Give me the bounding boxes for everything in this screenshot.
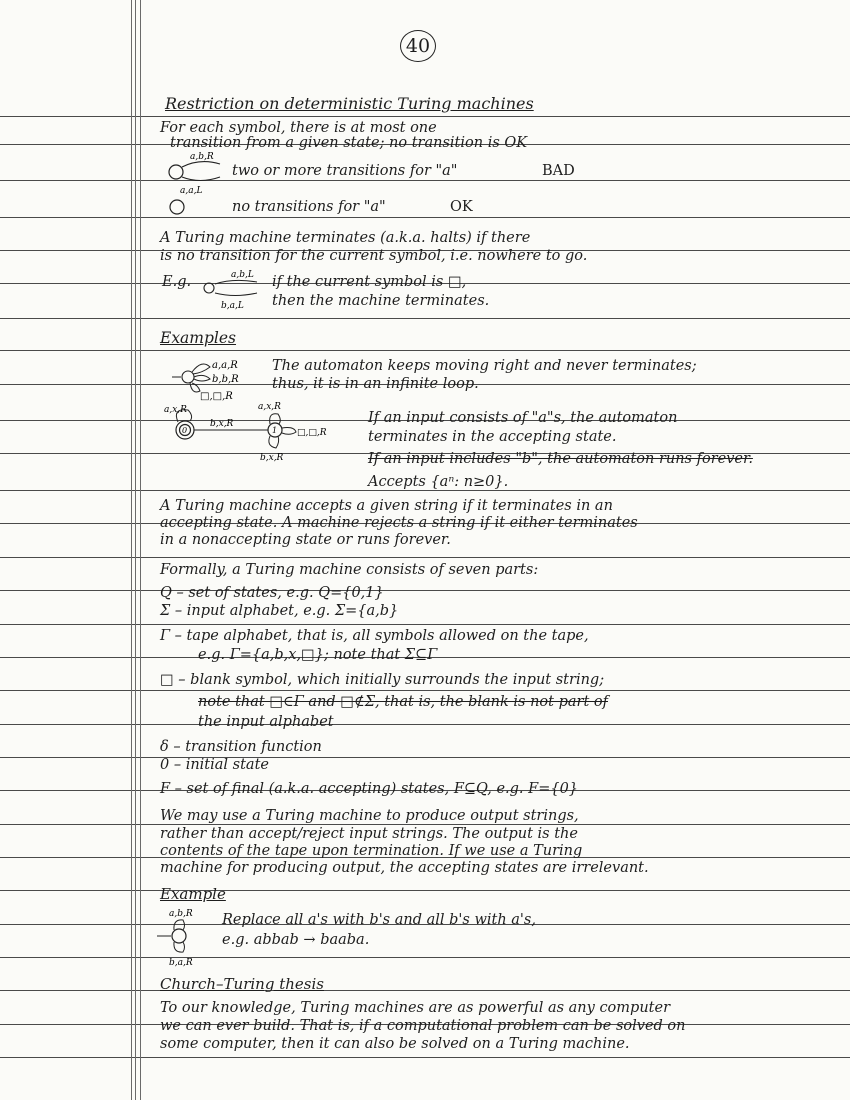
text-line: e.g. abbab → baaba. bbox=[222, 932, 370, 948]
text-line: If an input consists of "a"s, the automaton bbox=[368, 410, 678, 426]
text-line: e.g. Γ={a,b,x,□}; note that Σ⊆Γ bbox=[198, 647, 438, 663]
section-heading-example: Example bbox=[160, 885, 226, 903]
ruled-line bbox=[0, 557, 850, 558]
transition-label: a,x,R bbox=[258, 402, 281, 412]
text-line: accepting state. A machine rejects a string if it either terminates bbox=[160, 515, 638, 531]
transition-label: a,b,L bbox=[231, 270, 254, 280]
ruled-line bbox=[0, 318, 850, 319]
transition-label: a,a,L bbox=[180, 186, 203, 195]
ruled-line bbox=[0, 490, 850, 491]
text-line: machine for producing output, the accepting states are irrelevant. bbox=[160, 860, 649, 876]
text-line: □ – blank symbol, which initially surrounds the input string; bbox=[160, 672, 605, 688]
text-line: rather than accept/reject input strings. The output is the bbox=[160, 826, 578, 842]
transition-label: a,b,R bbox=[169, 909, 193, 919]
ruled-line bbox=[0, 990, 850, 991]
margin-line bbox=[140, 0, 141, 1100]
section-heading-church-turing: Church–Turing thesis bbox=[160, 975, 324, 993]
state-label: 1 bbox=[272, 426, 278, 435]
transition-label: b,x,R bbox=[260, 453, 284, 463]
ruled-line bbox=[0, 180, 850, 181]
text-line: If an input includes "b", the automaton runs forever. bbox=[368, 451, 753, 467]
text-line: the input alphabet bbox=[198, 714, 334, 730]
text-line: in a nonaccepting state or runs forever. bbox=[160, 532, 451, 548]
state-circle bbox=[170, 200, 184, 214]
text-line: two or more transitions for "a" bbox=[232, 163, 458, 179]
transition-label: □,□,R bbox=[200, 391, 233, 402]
transition-label: a,a,R bbox=[212, 360, 238, 371]
text-line: To our knowledge, Turing machines are as powerful as any computer bbox=[160, 1000, 670, 1016]
text-line: terminates in the accepting state. bbox=[368, 429, 617, 445]
ruled-line bbox=[0, 116, 850, 117]
text-line: contents of the tape upon termination. If we use a Turing bbox=[160, 843, 583, 859]
transition-label: b,a,L bbox=[221, 301, 244, 310]
state-circle bbox=[204, 283, 214, 293]
text-line: no transitions for "a" bbox=[232, 199, 386, 215]
text-line: Replace all a's with b's and all b's with a's, bbox=[222, 912, 536, 928]
self-loop bbox=[192, 364, 210, 374]
transition-arrow bbox=[215, 280, 257, 284]
text-line: Q – set of states, e.g. Q={0,1} bbox=[160, 585, 384, 601]
diagram-accept-a-strings bbox=[160, 398, 350, 466]
text-line: Formally, a Turing machine consists of seven parts: bbox=[160, 562, 539, 578]
self-loop bbox=[282, 428, 296, 435]
self-loop bbox=[269, 436, 279, 448]
section-heading-restriction: Restriction on deterministic Turing machines bbox=[165, 94, 534, 113]
ruled-line bbox=[0, 957, 850, 958]
diagram-swap-machine bbox=[155, 905, 215, 967]
transition-arrow bbox=[182, 177, 220, 181]
transition-label: a,b,R bbox=[190, 152, 214, 162]
section-heading-examples: Examples bbox=[160, 329, 237, 347]
text-line: Γ – tape alphabet, that is, all symbols allowed on the tape, bbox=[160, 628, 589, 644]
text-line: if the current symbol is □, bbox=[272, 274, 467, 290]
ruled-line bbox=[0, 724, 850, 725]
text-line: Σ – input alphabet, e.g. Σ={a,b} bbox=[160, 603, 399, 619]
self-loop bbox=[190, 383, 200, 392]
text-line: thus, it is in an infinite loop. bbox=[272, 376, 479, 392]
ruled-line bbox=[0, 217, 850, 218]
ruled-line bbox=[0, 1057, 850, 1058]
diagram-halt-example bbox=[195, 266, 265, 310]
state-circle bbox=[182, 371, 194, 383]
transition-label: □,□,R bbox=[297, 428, 327, 438]
text-line: note that □∈Γ and □∉Σ, that is, the blank is not part of bbox=[198, 694, 608, 710]
margin-line bbox=[131, 0, 132, 1100]
text-line: δ – transition function bbox=[160, 739, 322, 755]
ok-label: OK bbox=[450, 199, 473, 215]
transition-label: b,a,R bbox=[169, 958, 193, 967]
ruled-line bbox=[0, 590, 850, 591]
self-loop bbox=[194, 375, 210, 381]
transition-arrow bbox=[182, 162, 220, 167]
page-number: 40 bbox=[400, 30, 436, 62]
ruled-line bbox=[0, 890, 850, 891]
state-label: 0 bbox=[182, 426, 188, 435]
text-line: we can ever build. That is, if a computational problem can be solved on bbox=[160, 1018, 686, 1034]
ruled-line bbox=[0, 757, 850, 758]
text-line: Accepts {aⁿ: n≥0}. bbox=[368, 474, 509, 490]
text-line: A Turing machine accepts a given string if it terminates in an bbox=[160, 498, 613, 514]
transition-label: b,x,R bbox=[210, 419, 234, 429]
ruled-line bbox=[0, 350, 850, 351]
state-circle bbox=[172, 929, 186, 943]
text-line: some computer, then it can also be solved on a Turing machine. bbox=[160, 1036, 630, 1052]
text-line: is no transition for the current symbol, i.e. nowhere to go. bbox=[160, 248, 588, 264]
transition-arrow bbox=[215, 293, 257, 296]
ruled-line bbox=[0, 624, 850, 625]
text-line: For each symbol, there is at most one bbox=[160, 120, 437, 136]
text-line: E.g. bbox=[162, 274, 192, 290]
state-circle bbox=[169, 165, 183, 179]
ruled-line bbox=[0, 824, 850, 825]
diagram-no-transition-state bbox=[168, 197, 188, 217]
text-line: A Turing machine terminates (a.k.a. halts) if there bbox=[160, 230, 531, 246]
text-line: The automaton keeps moving right and never terminates; bbox=[272, 358, 697, 374]
transition-label: b,b,R bbox=[212, 374, 239, 385]
text-line: We may use a Turing machine to produce output strings, bbox=[160, 808, 579, 824]
text-line: 0 – initial state bbox=[160, 757, 269, 773]
text-line: then the machine terminates. bbox=[272, 293, 490, 309]
ruled-line bbox=[0, 690, 850, 691]
text-line: F – set of final (a.k.a. accepting) states, F⊆Q, e.g. F={0} bbox=[160, 781, 579, 797]
bad-label: BAD bbox=[542, 163, 575, 179]
margin-line bbox=[135, 0, 136, 1100]
diagram-two-transitions bbox=[160, 150, 230, 195]
transition-label: a,x,R bbox=[164, 405, 187, 415]
text-line: transition from a given state; no transition is OK bbox=[170, 135, 528, 151]
